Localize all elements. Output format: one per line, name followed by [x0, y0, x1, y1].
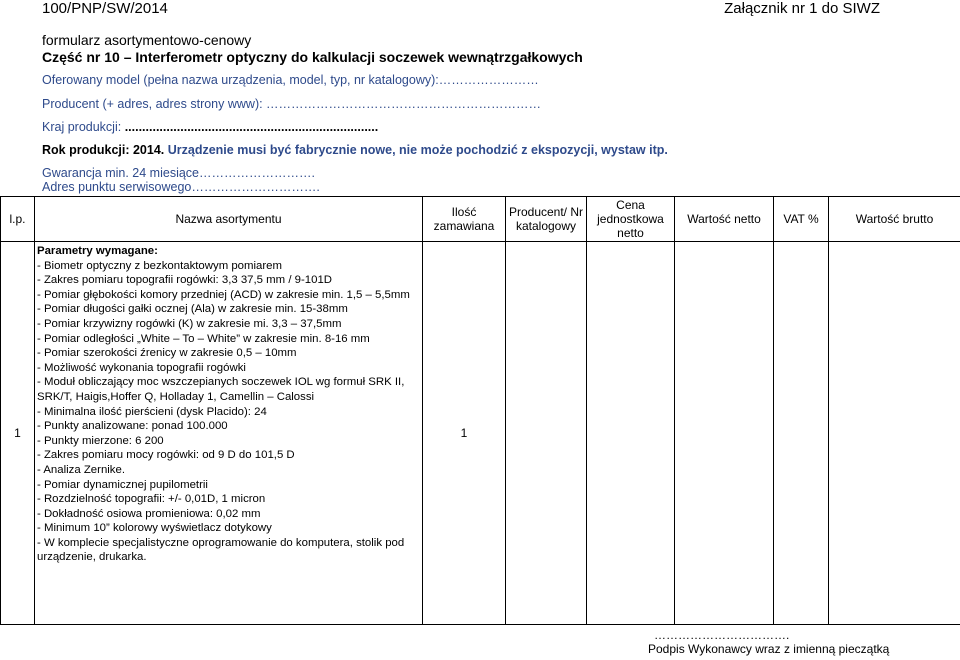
- warranty-field: Gwarancja min. 24 miesiące……………………….: [42, 166, 315, 180]
- header-name: Nazwa asortymentu: [35, 197, 423, 242]
- row-description: [35, 242, 423, 625]
- row-vat-cell[interactable]: [774, 242, 829, 625]
- param-item: - Pomiar krzywizny rogówki (K) w zakresie mi. 3,3 – 37,5mm: [37, 317, 342, 330]
- param-item: - Pomiar głębokości komory przedniej (ACD) w zakresie min. 1,5 – 5,5mm: [37, 288, 410, 301]
- header-net-value: Wartość netto: [675, 197, 774, 242]
- new-device-requirement: Urządzenie musi być fabrycznie nowe, nie może pochodzić z ekspozycji, wystaw itp.: [167, 143, 668, 157]
- production-year-label: Rok produkcji: 2014.: [42, 143, 168, 157]
- param-item: - Pomiar dynamicznej pupilometrii: [37, 478, 208, 491]
- product-table: [0, 196, 960, 625]
- param-item: - Biometr optyczny z bezkontaktowym pomiarem: [37, 259, 282, 272]
- form-title: formularz asortymentowo-cenowy: [42, 32, 252, 48]
- part-title: Część nr 10 – Interferometr optyczny do kalkulacji soczewek wewnątrzgałkowych: [42, 49, 583, 65]
- row-producer-cell[interactable]: [506, 242, 587, 625]
- row-net-value-cell[interactable]: [675, 242, 774, 625]
- country-dots: .........................................................................: [124, 120, 379, 134]
- header-unit-price: Cena jednostkowa netto: [587, 197, 675, 242]
- param-item: - Minimum 10” kolorowy wyświetlacz dotykowy: [37, 522, 272, 535]
- param-item: - Analiza Zernike.: [37, 463, 125, 476]
- param-item: - Rozdzielność topografii: +/- 0,01D, 1 micron: [37, 493, 266, 506]
- header-producer: Producent/ Nr katalogowy: [506, 197, 587, 242]
- param-item: - Możliwość wykonania topografii rogówki: [37, 361, 246, 374]
- row-unit-price-cell[interactable]: [587, 242, 675, 625]
- table-row: [1, 242, 960, 625]
- params-title: Parametry wymagane:: [37, 245, 158, 257]
- param-item: - W komplecie specjalistyczne oprogramowanie do komputera, stolik pod urządzenie, drukarka.: [37, 536, 405, 564]
- header-gross-value: Wartość brutto: [829, 197, 960, 242]
- param-item: - Dokładność osiowa promieniowa: 0,02 mm: [37, 507, 261, 520]
- table-header-row: [1, 197, 960, 242]
- param-item: - Punkty mierzone: 6 200: [37, 434, 164, 447]
- country-field: [42, 120, 378, 134]
- header-lp: l.p.: [1, 197, 35, 242]
- signature-dots: …………………………….: [654, 628, 790, 642]
- signature-label: Podpis Wykonawcy wraz z imienną pieczątką: [648, 642, 890, 656]
- country-label: Kraj produkcji:: [42, 120, 125, 134]
- row-gross-value-cell[interactable]: [829, 242, 960, 625]
- document-reference: 100/PNP/SW/2014: [42, 0, 168, 17]
- param-item: - Moduł obliczający moc wszczepianych soczewek IOL wg formuł SRK II, SRK/T, Haigis,Hoffer Q, Holladay 1, Camellin – Calossi: [37, 376, 405, 403]
- row-lp: 1: [1, 242, 35, 625]
- param-item: - Zakres pomiaru mocy rogówki: od 9 D do 101,5 D: [37, 449, 295, 462]
- param-item: - Pomiar szerokości źrenicy w zakresie 0,5 – 10mm: [37, 347, 297, 360]
- header-quantity: Ilość zamawiana: [423, 197, 506, 242]
- model-field: Oferowany model (pełna nazwa urządzenia, model, typ, nr katalogowy):……………………: [42, 73, 539, 87]
- service-address-field: Adres punktu serwisowego………………………….: [42, 180, 320, 194]
- param-item: - Zakres pomiaru topografii rogówki: 3,3 37,5 mm / 9-101D: [37, 274, 333, 287]
- annex-label: Załącznik nr 1 do SIWZ: [724, 0, 880, 17]
- param-item: - Minimalna ilość pierścieni (dysk Placido): 24: [37, 405, 267, 418]
- row-quantity: 1: [423, 242, 506, 625]
- param-item: - Pomiar odległości „White – To – White” w zakresie min. 8-16 mm: [37, 332, 370, 345]
- param-item: - Punkty analizowane: ponad 100.000: [37, 420, 228, 433]
- param-item: - Pomiar długości gałki ocznej (Ala) w zakresie min. 15-38mm: [37, 303, 348, 316]
- producer-field: Producent (+ adres, adres strony www): …………………………………………………………: [42, 97, 542, 111]
- production-year-field: [42, 143, 668, 157]
- header-vat: VAT %: [774, 197, 829, 242]
